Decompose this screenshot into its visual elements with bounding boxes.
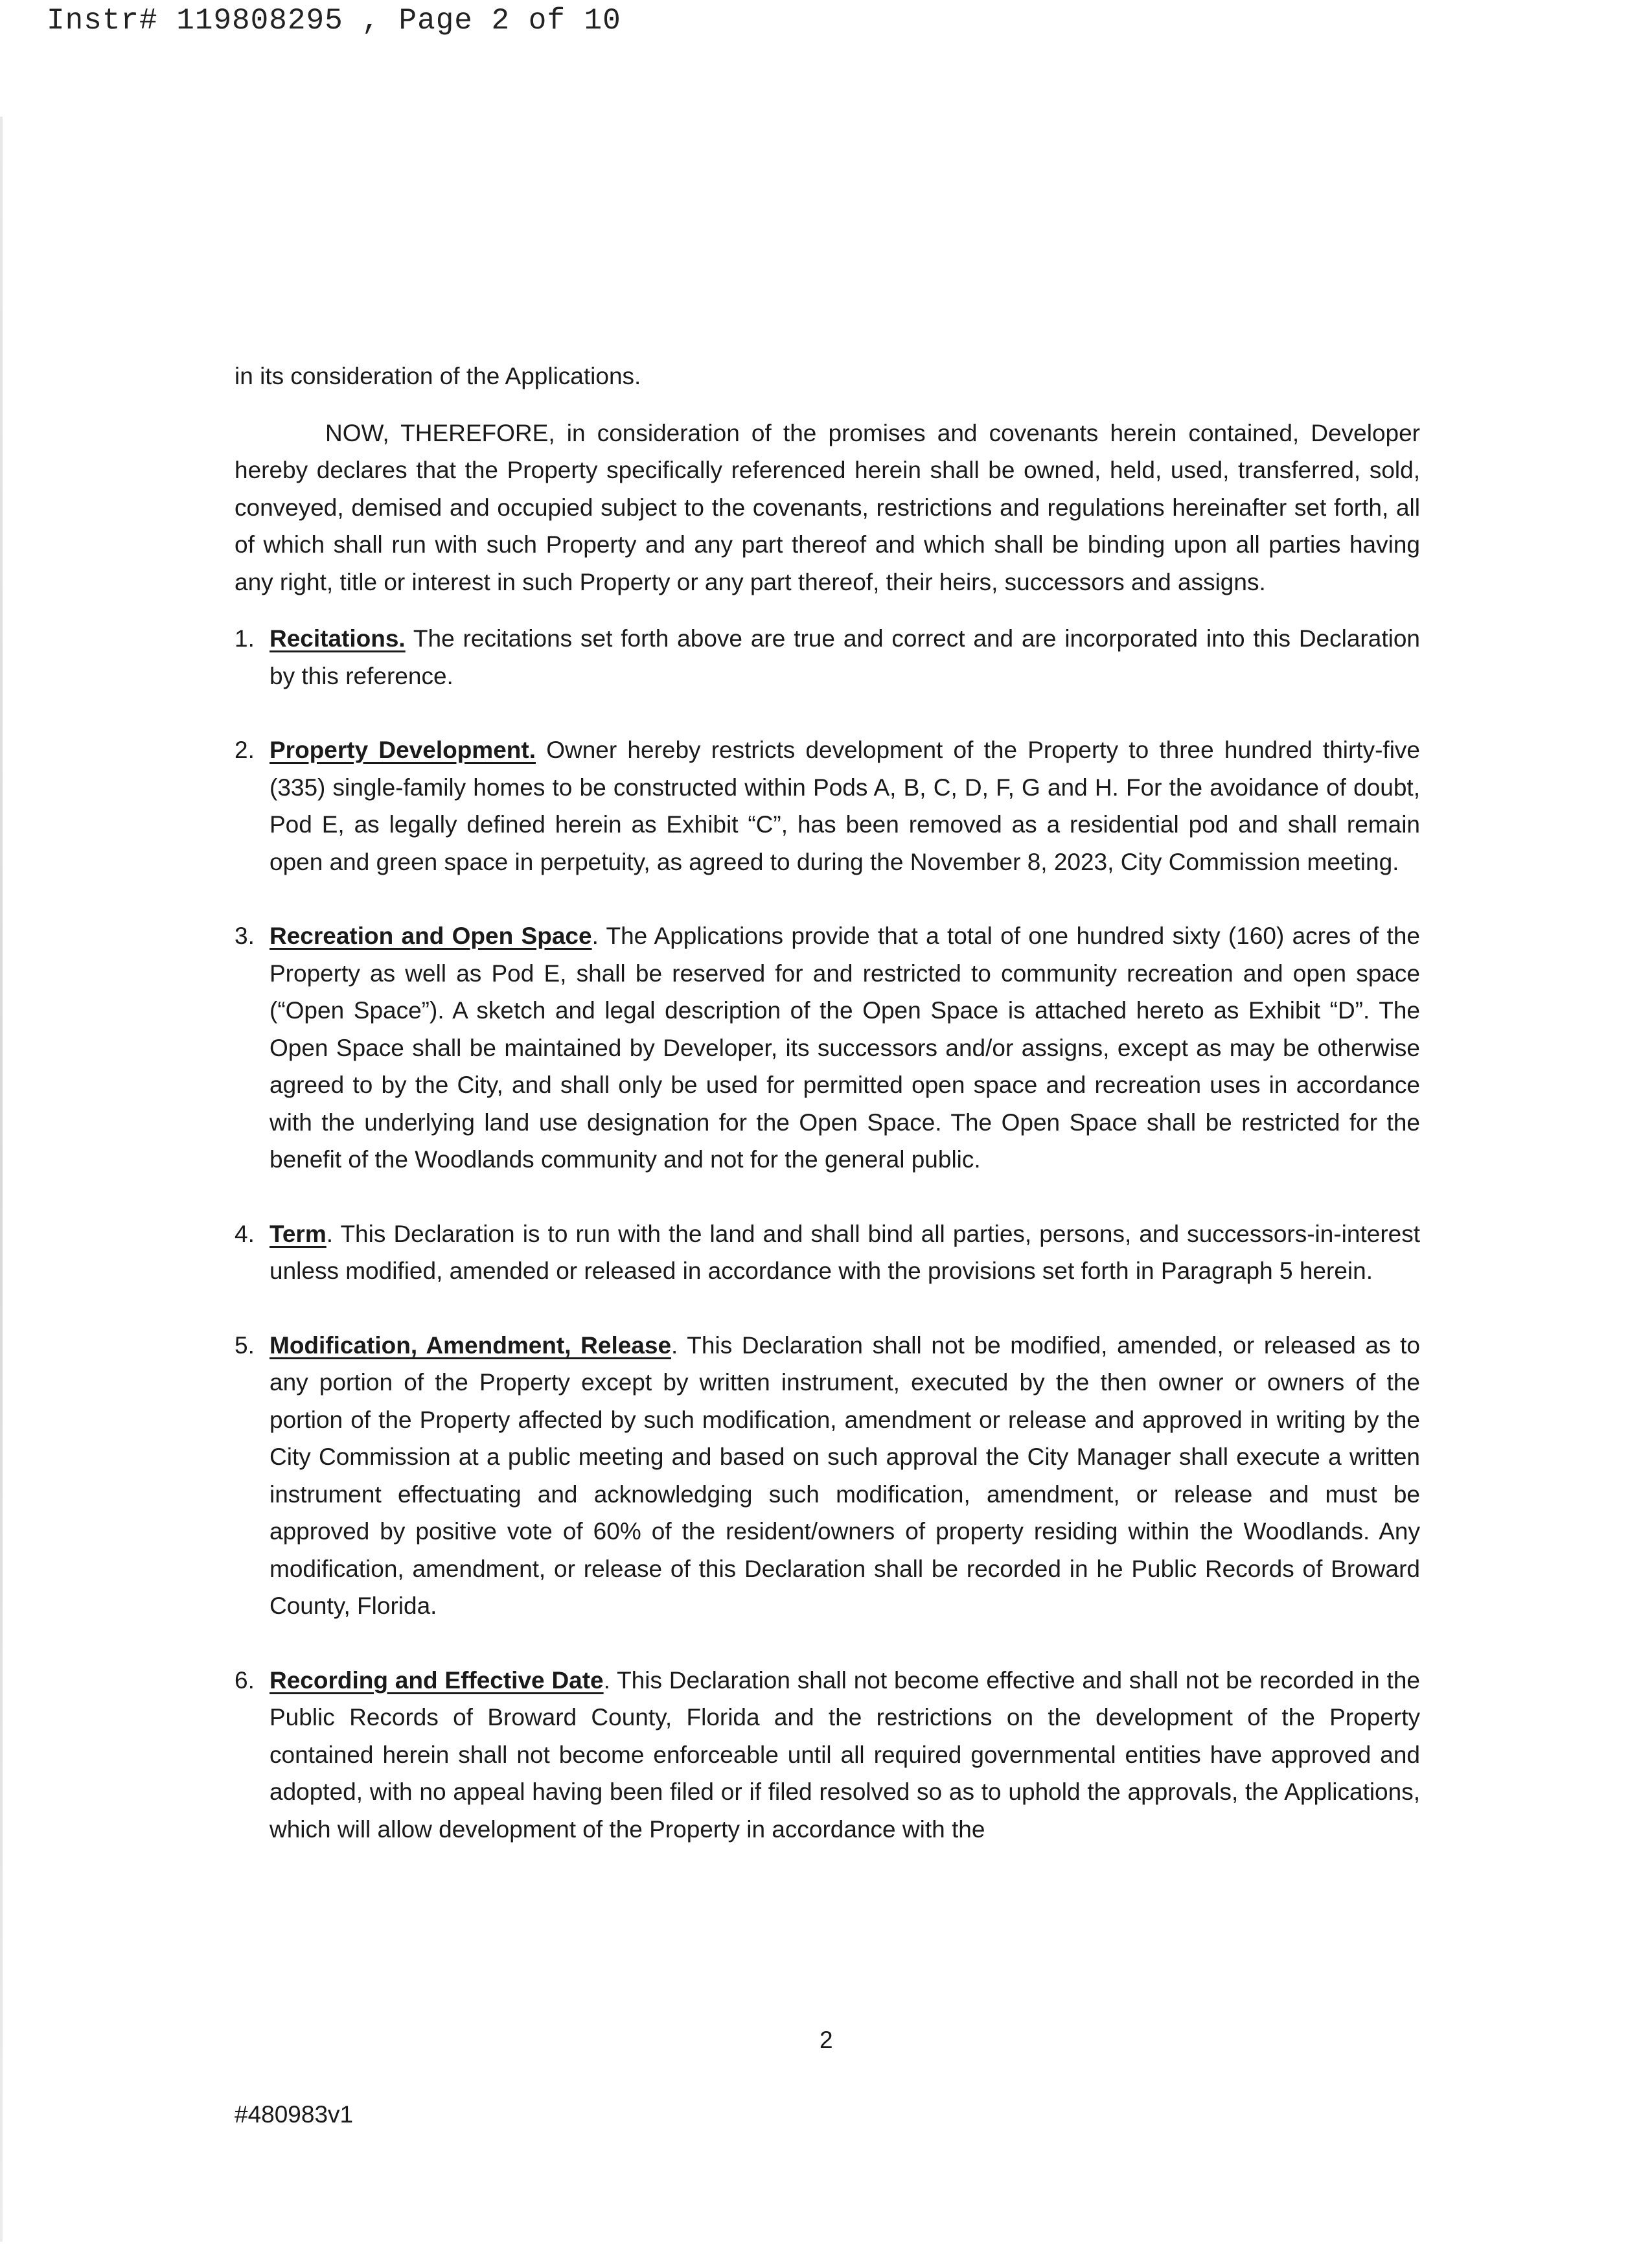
section-number: 4. [235,1220,255,1247]
section-body [270,1327,1420,1625]
section-1 [235,620,1420,695]
section-text: . This Declaration shall not become effective and shall not be recorded in the Public Records of Broward County, Florida and the restrictions on the development of the Property contained herein shall not become enforceable until all required governmental entities have approved and adopted, with no appeal having been filed or if filed resolved so as to uphold the approvals, the Applications, which will allow development of the Property in accordance with the [270,1666,1420,1843]
section-body [270,1215,1420,1290]
scan-edge [0,117,3,2242]
section-2 [235,731,1420,880]
now-therefore-paragraph: NOW, THEREFORE, in consideration of the promises and covenants herein contained, Developer hereby declares that the Property specifically referenced herein shall be owned, held, used, transferred, sold, conveyed, demised and occupied subject to the covenants, restrictions and regulations hereinafter set forth, all of which shall run with such Property and any part thereof and which shall be binding upon all parties having any right, title or interest in such Property or any part thereof, their heirs, successors and assigns. [235,419,1420,595]
section-heading: Property Development. [270,737,536,763]
section-heading: Recording and Effective Date [270,1666,604,1694]
recording-stamp: Instr# 119808295 , Page 2 of 10 [47,4,621,38]
section-6 [235,1662,1420,1848]
section-number: 5. [235,1331,255,1359]
section-body [270,917,1420,1179]
section-text: The recitations set forth above are true and correct and are incorporated into this Declaration by this reference. [270,625,1420,689]
document-id: #480983v1 [235,2101,354,2128]
page-number: 2 [820,2027,833,2053]
section-text: . This Declaration shall not be modified, amended, or released as to any portion of the Property except by written instrument, executed by the then owner or owners of the portion of the Property affected by such modification, amendment or release and approved in writing by the City Commission at a public meeting and based on such approval the City Manager shall execute a written instrument effectuating and acknowledging such modification, amendment, or release and must be approved by positive vote of 60% of the resident/owners of property residing within the Woodlands. Any modification, amendment, or release of this Declaration shall be recorded in he Public Records of Broward County, Florida. [270,1331,1421,1619]
section-body [270,1662,1420,1848]
section-number: 2. [235,737,255,763]
section-number: 1. [235,625,255,652]
section-heading: Recreation and Open Space [270,923,592,949]
section-3 [235,917,1420,1179]
section-body [270,620,1420,695]
lead-paragraph: in its consideration of the Applications. [235,363,641,389]
section-number: 6. [235,1666,255,1694]
section-text: . This Declaration is to run with the land and shall bind all parties, persons, and successors-in-interest unless modified, amended or released in accordance with the provisions set forth in Paragraph 5 herein. [270,1220,1420,1284]
section-text: Owner hereby restricts development of the Property to three hundred thirty-five (335) single-family homes to be constructed within Pods A, B, C, D, F, G and H. For the avoidance of doubt, Pod E, as legally defined herein as Exhibit “C”, has been removed as a residential pod and shall remain open and green space in perpetuity, as agreed to during the November 8, 2023, City Commission meeting. [270,737,1420,875]
section-heading: Term [270,1220,327,1247]
section-body [270,731,1420,880]
section-number: 3. [235,923,255,949]
section-5 [235,1327,1420,1625]
section-heading: Modification, Amendment, Release [270,1331,672,1359]
section-text: . The Applications provide that a total of one hundred sixty (160) acres of the Property as well as Pod E, shall be reserved for and restricted to community recreation and open space (“Open Space”). A sketch and legal description of the Open Space is attached hereto as Exhibit “D”. The Open Space shall be maintained by Developer, its successors and/or assigns, except as may be otherwise agreed to by the City, and shall only be used for permitted open space and recreation uses in accordance with the underlying land use designation for the Open Space. The Open Space shall be restricted for the benefit of the Woodlands community and not for the general public. [270,923,1420,1173]
section-heading: Recitations. [270,625,406,652]
document-body [235,358,1420,1885]
section-4 [235,1215,1420,1290]
